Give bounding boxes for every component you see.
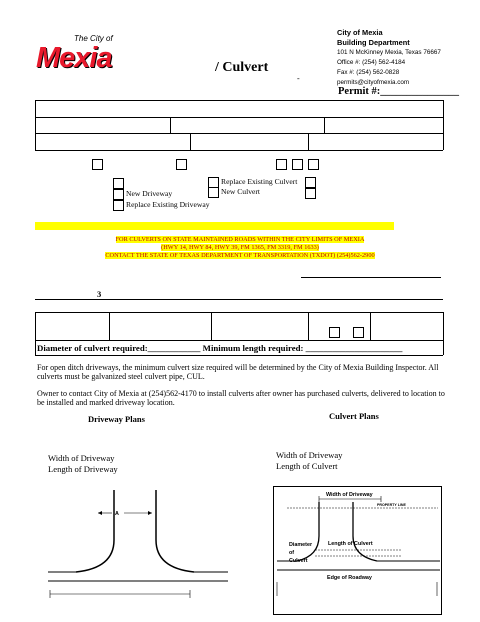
city-name: City of Mexia [337, 28, 383, 37]
checkbox-new-driveway-blank[interactable] [113, 178, 124, 189]
culvert-length-label: Length of Culvert [276, 461, 338, 471]
diagram-a-label: A [115, 511, 119, 517]
checkbox-new-culvert[interactable] [208, 187, 219, 198]
signature-line [301, 277, 441, 278]
checkbox-replace-driveway[interactable] [113, 200, 124, 211]
txdot-line-3: CONTACT THE STATE OF TEXAS DEPARTMENT OF TRANSPORTATION (TXDOT) (254)562-2900 [105, 252, 375, 259]
culvert-width-label: Width of Driveway [276, 450, 343, 460]
txdot-line-1: FOR CULVERTS ON STATE MAINTAINED ROADS WITHIN THE CITY LIMITS OF MEXIA [115, 236, 365, 243]
checkbox-culvert-extra-1[interactable] [305, 177, 316, 188]
diagram-edge-of-roadway: Edge of Roadway [327, 575, 372, 581]
diagram-width-of-driveway: Width of Driveway [326, 492, 373, 498]
logo-word: Mexia [36, 42, 112, 74]
diagram-diameter: Diameter [289, 542, 313, 548]
checkbox-3[interactable] [276, 159, 287, 170]
checkbox-1[interactable] [92, 159, 103, 170]
title-dot: - [297, 74, 300, 83]
diagram-culvert: Culvert [289, 558, 308, 564]
culvert-plans-heading: Culvert Plans [329, 411, 379, 421]
checkbox-4[interactable] [292, 159, 303, 170]
driveway-width-label: Width of Driveway [48, 453, 115, 463]
txdot-notice [40, 236, 440, 260]
diagram-property-line: PROPERTY LINE [377, 503, 406, 507]
logo-small-text: The City of [74, 34, 113, 43]
city-logo [36, 32, 128, 78]
page-title: / Culvert [215, 60, 269, 75]
note-open-ditch: For open ditch driveways, the minimum culvert size required will be determined by the City of Mexia Building Inspector. All culverts must be galvanized steel culvert pipe, CUL. [37, 363, 439, 381]
new-culvert-label: New Culvert [221, 187, 261, 196]
txdot-line-2: (HWY 14, HWY 84, HWY 39, FM 1365, FM 3319, FM 1633) [161, 244, 319, 251]
diameter-requirement: Diameter of culvert required:____________ Minimum length required: ______________________ [37, 343, 403, 353]
diagram-of: of [289, 550, 295, 556]
permit-number-label: Permit #:_______________ [338, 86, 460, 97]
form-number: 3 [97, 289, 102, 299]
department-fax: Fax #: (254) 562-0828 [337, 69, 400, 76]
checkbox-culvert-extra-2[interactable] [305, 188, 316, 199]
culvert-diagram [273, 486, 443, 616]
new-driveway-label: New Driveway [126, 189, 173, 198]
department-address: 101 N McKinney Mexia, Texas 76667 [337, 49, 441, 56]
department-name: Building Department [337, 38, 410, 47]
checkbox-new-driveway[interactable] [113, 189, 124, 200]
checkbox-5[interactable] [308, 159, 319, 170]
department-office: Office #: (254) 562-4184 [337, 59, 406, 66]
department-block [337, 28, 477, 88]
note-owner-contact: Owner to contact City of Mexia at (254)562-4170 to install culverts after owner has purchased culverts, delivered to location to be installed and marked driveway location. [37, 389, 445, 407]
department-email: permits@cityofmexia.com [337, 79, 410, 86]
highlight-bar [35, 222, 394, 230]
replace-culvert-label: Replace Existing Culvert [221, 177, 298, 186]
checkbox-lower-1[interactable] [329, 327, 340, 338]
replace-driveway-label: Replace Existing Driveway [126, 200, 210, 209]
driveway-plans-heading: Driveway Plans [88, 414, 145, 424]
diagram-length-of-culvert: Length of Culvert [328, 541, 373, 547]
driveway-length-label: Length of Driveway [48, 464, 118, 474]
checkbox-2[interactable] [176, 159, 187, 170]
driveway-diagram [36, 490, 236, 610]
checkbox-lower-2[interactable] [353, 327, 364, 338]
